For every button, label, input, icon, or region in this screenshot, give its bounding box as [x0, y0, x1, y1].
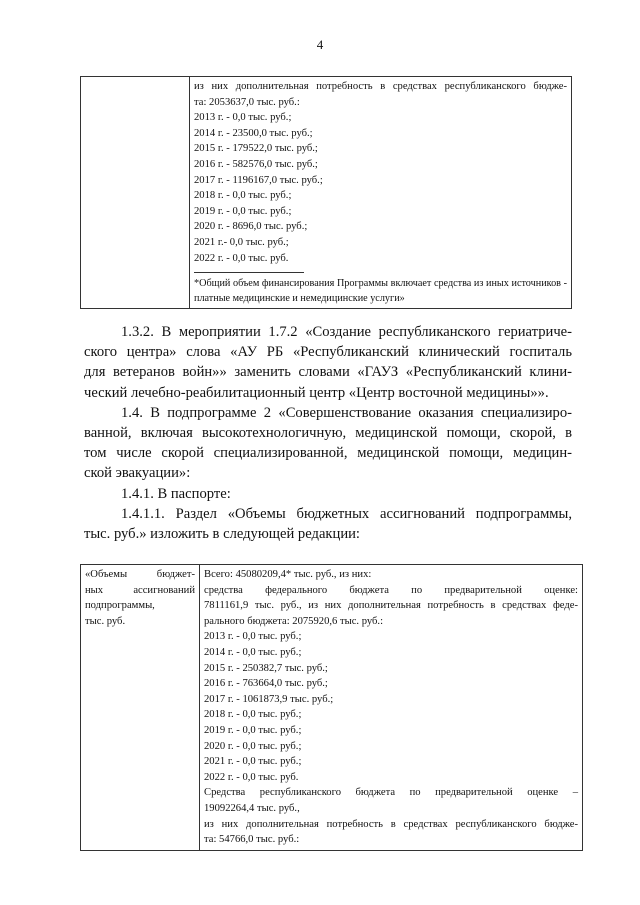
table1-left-cell	[81, 77, 190, 309]
paragraph-line: ческий лечебно-реабилитационный центр «Центр восточной медицины»».	[84, 384, 549, 401]
table2-left-line: ных ассигнований	[85, 584, 195, 596]
table2-line: рального бюджета: 2075920,6 тыс. руб.:	[204, 615, 384, 627]
subprogram-budget-table	[80, 564, 583, 851]
table1-line: 2017 г. - 1196167,0 тыс. руб.;	[194, 174, 323, 186]
footnote-separator	[194, 272, 304, 273]
table1-line: 2016 г. - 582576,0 тыс. руб.;	[194, 158, 318, 170]
table2-line: 2017 г. - 1061873,9 тыс. руб.;	[204, 693, 334, 705]
paragraph-line: ванной, включая высокотехнологичную, медицинской помощи, скорой, в	[84, 425, 572, 442]
table2-line: средства федерального бюджета по предварительной оценке:	[204, 584, 578, 596]
table1-line: 2019 г. - 0,0 тыс. руб.;	[194, 205, 292, 217]
paragraph-line: 1.4.1.1. Раздел «Объемы бюджетных ассигнований подпрограммы,	[121, 505, 572, 522]
table2-line: Средства республиканского бюджета по предварительной оценке –	[204, 787, 578, 799]
table2-left-line: подпрограммы,	[85, 600, 155, 612]
table2-line: 2020 г. - 0,0 тыс. руб.;	[204, 740, 302, 752]
footnote-text: *Общий объем финансирования Программы включает средства из иных источников - платные медицинские и немедицинские услуги»	[194, 278, 567, 305]
table1-line: 2021 г.- 0,0 тыс. руб.;	[194, 236, 289, 248]
paragraph-1-4-1-1	[84, 504, 572, 544]
table2-line: 2013 г. - 0,0 тыс. руб.;	[204, 631, 302, 643]
table1-line: 2014 г. - 23500,0 тыс. руб.;	[194, 127, 313, 139]
table1-line: 2020 г. - 8696,0 тыс. руб.;	[194, 221, 308, 233]
paragraph-line: том числе скорой специализированной, медицинской помощи, медицин-	[84, 445, 572, 462]
table2-line: 2016 г. - 763664,0 тыс. руб.;	[204, 678, 328, 690]
table1-line: та: 2053637,0 тыс. руб.:	[194, 96, 300, 108]
paragraph-line: для ветеранов войн»» заменить словами «ГАУЗ «Республиканский клини-	[84, 364, 572, 381]
paragraph-line: 1.4.1. В паспорте:	[121, 485, 231, 502]
paragraph-1-4-1	[84, 484, 572, 504]
page-number: 4	[316, 37, 324, 52]
table2-line: из них дополнительная потребность в средствах республиканского бюдже-	[204, 818, 578, 830]
funding-table-continued	[80, 76, 572, 309]
table2-line: 2021 г. - 0,0 тыс. руб.;	[204, 756, 302, 768]
table1-line: 2018 г. - 0,0 тыс. руб.;	[194, 190, 292, 202]
paragraph-line: тыс. руб.» изложить в следующей редакции:	[84, 526, 360, 543]
paragraph-line: 1.4. В подпрограмме 2 «Совершенствование оказания специализиро-	[121, 404, 572, 421]
table2-line: 2019 г. - 0,0 тыс. руб.;	[204, 724, 302, 736]
table2-line: та: 54766,0 тыс. руб.:	[204, 834, 300, 846]
table1-line: 2015 г. - 179522,0 тыс. руб.;	[194, 143, 318, 155]
table2-line: 2018 г. - 0,0 тыс. руб.;	[204, 709, 302, 721]
table2-line: 2014 г. - 0,0 тыс. руб.;	[204, 646, 302, 658]
table2-line: Всего: 45080209,4* тыс. руб., из них:	[204, 569, 372, 580]
table2-left-line: «Объемы бюджет-	[85, 569, 195, 580]
paragraph-1-3-2	[84, 322, 572, 403]
table2-line: 7811161,9 тыс. руб., из них дополнительная потребность в средствах феде-	[204, 600, 578, 612]
table1-line: 2022 г. - 0,0 тыс. руб.	[194, 252, 289, 264]
table2-line: 2015 г. - 250382,7 тыс. руб.;	[204, 662, 328, 674]
paragraph-1-4	[84, 403, 572, 484]
table2-line: 19092264,4 тыс. руб.,	[204, 802, 300, 814]
table2-right-cell	[200, 565, 583, 851]
paragraph-line: ской эвакуации»:	[84, 465, 191, 482]
table1-line: 2013 г. - 0,0 тыс. руб.;	[194, 112, 292, 124]
table1-line: из них дополнительная потребность в средствах республиканского бюдже-	[194, 81, 567, 92]
paragraph-line: ского центра» слова «АУ РБ «Республиканский клинический госпиталь	[84, 344, 572, 361]
paragraph-line: 1.3.2. В мероприятии 1.7.2 «Создание республиканского гериатриче-	[121, 324, 572, 340]
table2-left-cell	[81, 565, 200, 851]
body-text	[84, 322, 572, 544]
table2-left-line: тыс. руб.	[85, 615, 126, 627]
table1-right-cell	[190, 77, 572, 309]
table2-line: 2022 г. - 0,0 тыс. руб.	[204, 771, 299, 783]
